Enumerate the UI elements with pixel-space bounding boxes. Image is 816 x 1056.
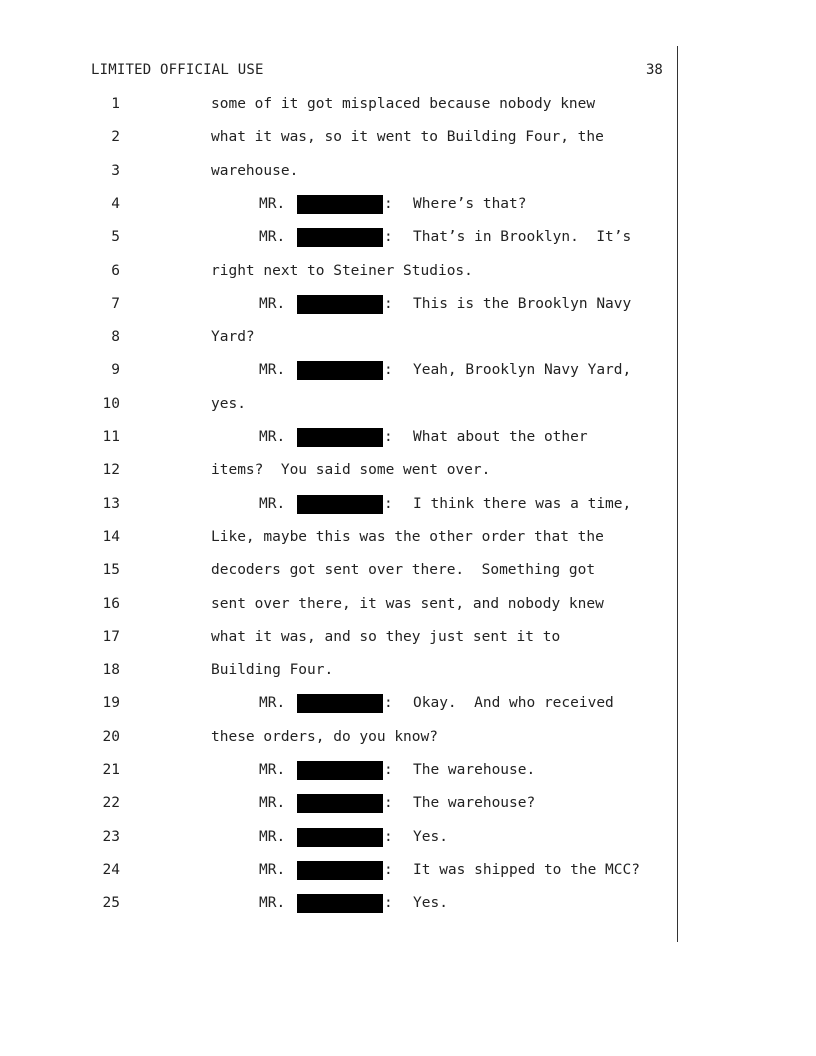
transcript-line <box>0 627 816 647</box>
speaker-title: MR. <box>259 895 286 912</box>
transcript-line <box>0 727 816 747</box>
transcript-line <box>0 793 816 813</box>
transcript-line <box>0 893 816 913</box>
speech-text: The warehouse? <box>413 795 536 812</box>
redaction-block <box>297 495 383 514</box>
speech-text: This is the Brooklyn Navy <box>413 295 632 312</box>
speaker-colon: : <box>384 762 393 778</box>
line-number: 7 <box>111 295 120 312</box>
line-number: 1 <box>111 96 120 112</box>
transcript-line <box>0 94 816 114</box>
speaker-title: MR. <box>259 495 286 512</box>
transcript-line <box>0 294 816 314</box>
line-number: 16 <box>102 595 120 612</box>
line-text: decoders got sent over there. Something got <box>211 562 596 579</box>
transcript-line <box>0 360 816 380</box>
speaker-title: MR. <box>259 362 286 379</box>
speech-text: Where’s that? <box>413 195 527 212</box>
line-number: 6 <box>111 262 120 279</box>
transcript-line <box>0 560 816 580</box>
page-number: 38 <box>646 62 663 78</box>
speaker-colon: : <box>384 362 393 379</box>
transcript-line <box>0 860 816 880</box>
speaker-colon: : <box>384 229 393 246</box>
line-text: these orders, do you know? <box>211 728 438 745</box>
line-number: 21 <box>102 762 120 778</box>
line-text: Yard? <box>211 329 255 346</box>
line-number: 18 <box>102 662 120 679</box>
redaction-block <box>297 861 383 880</box>
speaker-title: MR. <box>259 229 286 246</box>
speaker-title: MR. <box>259 828 286 845</box>
speech-text: What about the other <box>413 429 588 445</box>
speaker-colon: : <box>384 895 393 912</box>
speaker-colon: : <box>384 195 393 212</box>
speaker-colon: : <box>384 429 393 445</box>
transcript-line <box>0 494 816 514</box>
transcript-line <box>0 327 816 347</box>
line-number: 25 <box>102 895 120 912</box>
speaker-colon: : <box>384 795 393 812</box>
speaker-colon: : <box>384 828 393 845</box>
line-text: items? You said some went over. <box>211 462 491 479</box>
line-number: 11 <box>102 429 120 445</box>
speech-text: Yes. <box>413 895 448 912</box>
speech-text: It was shipped to the MCC? <box>413 861 640 878</box>
redaction-block <box>297 828 383 847</box>
redaction-block <box>297 694 383 713</box>
redaction-block <box>297 295 383 314</box>
redaction-block <box>297 794 383 813</box>
speaker-title: MR. <box>259 195 286 212</box>
speaker-title: MR. <box>259 695 286 712</box>
speaker-title: MR. <box>259 861 286 878</box>
transcript-line <box>0 161 816 181</box>
transcript-line <box>0 827 816 847</box>
transcript-line <box>0 227 816 247</box>
line-text: some of it got misplaced because nobody knew <box>211 96 596 112</box>
speech-text: Yes. <box>413 828 448 845</box>
transcript-line <box>0 194 816 214</box>
line-number: 19 <box>102 695 120 712</box>
line-text: sent over there, it was sent, and nobody knew <box>211 595 604 612</box>
transcript-line <box>0 693 816 713</box>
line-text: Building Four. <box>211 662 334 679</box>
speech-text: Yeah, Brooklyn Navy Yard, <box>413 362 632 379</box>
line-number: 24 <box>102 861 120 878</box>
line-text: right next to Steiner Studios. <box>211 262 473 279</box>
classification-header: LIMITED OFFICIAL USE <box>91 62 264 78</box>
line-text: Like, maybe this was the other order that the <box>211 528 604 545</box>
line-number: 23 <box>102 828 120 845</box>
speaker-title: MR. <box>259 762 286 778</box>
speaker-colon: : <box>384 295 393 312</box>
line-text: what it was, so it went to Building Four, the <box>211 129 604 146</box>
transcript-line <box>0 394 816 414</box>
line-number: 10 <box>102 395 120 412</box>
speech-text: Okay. And who received <box>413 695 614 712</box>
redaction-block <box>297 428 383 447</box>
speech-text: I think there was a time, <box>413 495 632 512</box>
speech-text: That’s in Brooklyn. It’s <box>413 229 632 246</box>
redaction-block <box>297 361 383 380</box>
line-number: 20 <box>102 728 120 745</box>
line-number: 3 <box>111 162 120 179</box>
line-number: 4 <box>111 195 120 212</box>
transcript-line <box>0 261 816 281</box>
speaker-title: MR. <box>259 429 286 445</box>
line-number: 12 <box>102 462 120 479</box>
transcript-line <box>0 760 816 780</box>
speaker-colon: : <box>384 861 393 878</box>
line-number: 13 <box>102 495 120 512</box>
transcript-line <box>0 527 816 547</box>
transcript-line <box>0 460 816 480</box>
redaction-block <box>297 894 383 913</box>
redaction-block <box>297 195 383 214</box>
line-number: 8 <box>111 329 120 346</box>
speaker-colon: : <box>384 695 393 712</box>
transcript-line <box>0 127 816 147</box>
line-number: 9 <box>111 362 120 379</box>
redaction-block <box>297 228 383 247</box>
line-text: warehouse. <box>211 162 299 179</box>
transcript-line <box>0 660 816 680</box>
speaker-title: MR. <box>259 295 286 312</box>
line-number: 22 <box>102 795 120 812</box>
line-number: 5 <box>111 229 120 246</box>
line-number: 2 <box>111 129 120 146</box>
line-text: yes. <box>211 395 246 412</box>
line-number: 15 <box>102 562 120 579</box>
speaker-title: MR. <box>259 795 286 812</box>
line-number: 14 <box>102 528 120 545</box>
transcript-line <box>0 594 816 614</box>
transcript-line <box>0 427 816 447</box>
line-number: 17 <box>102 628 120 645</box>
speech-text: The warehouse. <box>413 762 536 778</box>
redaction-block <box>297 761 383 780</box>
speaker-colon: : <box>384 495 393 512</box>
line-text: what it was, and so they just sent it to <box>211 628 561 645</box>
